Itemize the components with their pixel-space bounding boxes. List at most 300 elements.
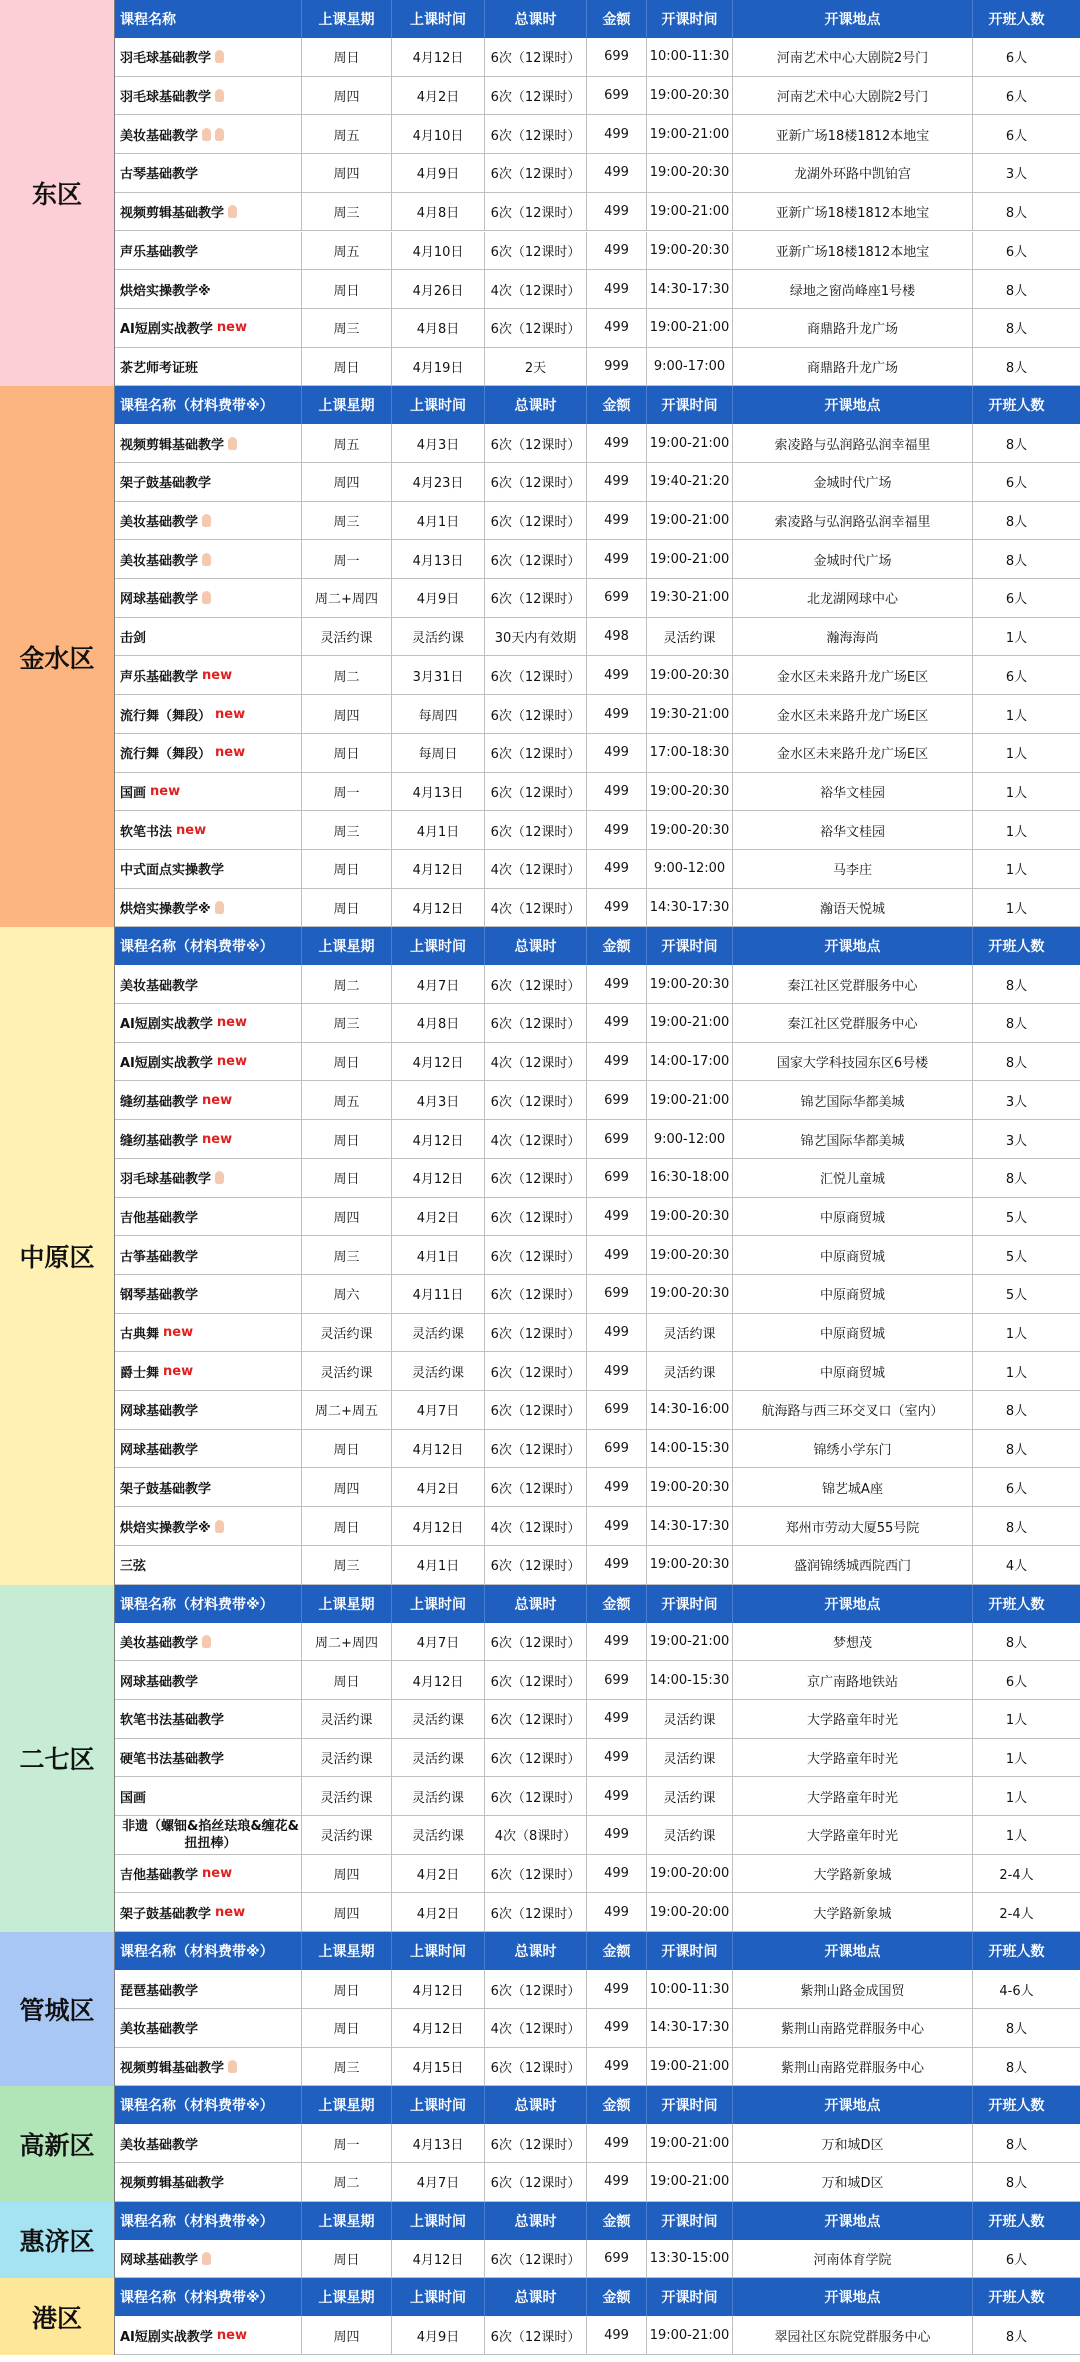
weekday-cell: 周四	[302, 2316, 392, 2354]
table-header-row	[115, 927, 1080, 965]
column-header: 上课星期	[302, 2086, 392, 2124]
course-name-cell	[115, 1816, 302, 1854]
location-cell: 金水区未来路升龙广场E区	[733, 656, 973, 694]
location-cell: 亚新广场18楼1812本地宝	[733, 193, 973, 231]
price-cell: 499	[587, 1970, 647, 2008]
total-hours-cell: 6次（12课时）	[485, 309, 587, 347]
start-date-cell: 4月3日	[392, 424, 485, 462]
table-row[interactable]	[115, 1546, 1080, 1585]
column-header: 开课时间	[647, 2086, 733, 2124]
weekday-cell: 灵活约课	[302, 1314, 392, 1352]
start-date-cell: 4月15日	[392, 2048, 485, 2086]
district-section	[0, 927, 1080, 1584]
class-size-cell: 3人	[1005, 1133, 1028, 1149]
table-row[interactable]	[115, 154, 1080, 193]
price-cell: 499	[587, 424, 647, 462]
column-header: 课程名称（材料费带※）	[115, 1932, 302, 1970]
new-tag: new	[202, 1131, 233, 1147]
class-size-cell: 6人	[1005, 51, 1028, 67]
time-cell: 19:00-20:30	[647, 1198, 733, 1236]
course-name: 软笔书法	[120, 824, 173, 840]
table-row[interactable]	[115, 1623, 1080, 1662]
location-cell: 航海路与西三环交叉口（室内）	[733, 1391, 973, 1429]
column-header: 金额	[587, 1585, 647, 1623]
total-hours-cell: 30天内有效期	[485, 618, 587, 656]
total-hours-cell: 6次（12课时）	[485, 154, 587, 192]
price-cell: 499	[587, 850, 647, 888]
new-tag: new	[216, 1054, 247, 1070]
class-size-cell: 8人	[1005, 2060, 1028, 2076]
course-name-cell	[115, 77, 302, 115]
column-header: 总课时	[485, 927, 587, 965]
table-row[interactable]	[115, 1777, 1080, 1816]
course-name: 声乐基础教学	[120, 244, 199, 260]
start-date-cell: 4月12日	[392, 1120, 485, 1158]
course-name: 吉他基础教学	[120, 1210, 199, 1226]
table-row[interactable]	[115, 2316, 1080, 2355]
column-header: 课程名称（材料费带※）	[115, 927, 302, 965]
total-hours-cell: 6次（12课时）	[485, 232, 587, 270]
course-name-cell	[115, 1893, 302, 1931]
table-row[interactable]	[115, 2124, 1080, 2163]
start-date-cell: 4月2日	[392, 1855, 485, 1893]
time-cell: 19:30-21:00	[647, 579, 733, 617]
total-hours-cell: 6次（12课时）	[485, 38, 587, 76]
column-header: 上课时间	[392, 0, 485, 38]
new-tag: new	[202, 667, 233, 683]
district-label: 高新区	[0, 2086, 115, 2201]
course-name: 缝纫基础教学	[120, 1094, 199, 1110]
course-name: 架子鼓基础教学	[120, 1481, 212, 1497]
class-size-cell: 8人	[1005, 360, 1028, 376]
price-cell: 699	[587, 579, 647, 617]
weekday-cell: 周三	[302, 2048, 392, 2086]
total-hours-cell: 6次（12课时）	[485, 579, 587, 617]
hand-icon	[215, 128, 224, 141]
table-row[interactable]	[115, 1468, 1080, 1507]
class-size-cell: 1人	[1005, 1327, 1028, 1343]
start-date-cell: 4月7日	[392, 1623, 485, 1661]
course-name-cell	[115, 2163, 302, 2201]
table-row[interactable]	[115, 1816, 1080, 1855]
course-name-cell	[115, 424, 302, 462]
table-row[interactable]	[115, 1120, 1080, 1159]
class-size-cell: 1人	[1005, 1790, 1028, 1806]
start-date-cell: 灵活约课	[392, 1816, 485, 1854]
location-cell: 大学路童年时光	[733, 1739, 973, 1777]
weekday-cell: 周日	[302, 1430, 392, 1468]
column-header: 上课星期	[302, 386, 392, 424]
start-date-cell: 4月12日	[392, 1043, 485, 1081]
course-name: 视频剪辑基础教学	[120, 206, 225, 222]
start-date-cell: 4月7日	[392, 1391, 485, 1429]
time-cell: 14:00-15:30	[647, 1430, 733, 1468]
start-date-cell: 4月8日	[392, 1004, 485, 1042]
class-size-cell: 3人	[1005, 1094, 1028, 1110]
start-date-cell: 4月2日	[392, 1893, 485, 1931]
total-hours-cell: 4次（12课时）	[485, 1043, 587, 1081]
table-row[interactable]	[115, 424, 1080, 463]
weekday-cell: 灵活约课	[302, 1352, 392, 1390]
location-cell: 紫荆山路金成国贸	[733, 1970, 973, 2008]
total-hours-cell: 4次（12课时）	[485, 1120, 587, 1158]
hand-icon	[215, 1520, 224, 1533]
start-date-cell: 4月13日	[392, 540, 485, 578]
class-size-cell: 6人	[1005, 244, 1028, 260]
weekday-cell: 周三	[302, 811, 392, 849]
total-hours-cell: 6次（12课时）	[485, 1970, 587, 2008]
price-cell: 499	[587, 1700, 647, 1738]
table-row[interactable]	[115, 77, 1080, 116]
table-row[interactable]	[115, 734, 1080, 773]
course-name: AI短剧实战教学	[120, 322, 213, 338]
location-cell: 锦绣小学东门	[733, 1430, 973, 1468]
column-header: 开班人数	[988, 1596, 1045, 1613]
class-size-cell: 6人	[1005, 476, 1028, 492]
location-cell: 瀚海海尚	[733, 618, 973, 656]
column-header: 课程名称（材料费带※）	[115, 2086, 302, 2124]
course-name-cell	[115, 1236, 302, 1274]
start-date-cell: 4月1日	[392, 811, 485, 849]
course-name: 钢琴基础教学	[120, 1288, 199, 1304]
start-date-cell: 4月12日	[392, 38, 485, 76]
table-row[interactable]	[115, 1855, 1080, 1894]
total-hours-cell: 4次（12课时）	[485, 889, 587, 927]
course-name: 美妆基础教学	[120, 1635, 199, 1651]
total-hours-cell: 6次（12课时）	[485, 734, 587, 772]
table-row[interactable]	[115, 270, 1080, 309]
hand-icon	[202, 591, 211, 604]
table-row[interactable]	[115, 463, 1080, 502]
table-row[interactable]	[115, 811, 1080, 850]
column-header: 开课地点	[733, 2278, 973, 2316]
location-cell: 大学路童年时光	[733, 1700, 973, 1738]
time-cell: 灵活约课	[647, 618, 733, 656]
total-hours-cell: 6次（12课时）	[485, 1275, 587, 1313]
location-cell: 金城时代广场	[733, 540, 973, 578]
class-size-cell: 1人	[1005, 747, 1028, 763]
class-size-cell: 8人	[1005, 1017, 1028, 1033]
time-cell: 19:30-21:00	[647, 695, 733, 733]
column-header: 开课时间	[647, 0, 733, 38]
total-hours-cell: 6次（12课时）	[485, 773, 587, 811]
start-date-cell: 4月9日	[392, 2316, 485, 2354]
price-cell: 699	[587, 38, 647, 76]
table-row[interactable]	[115, 2163, 1080, 2202]
course-name: 架子鼓基础教学	[120, 1906, 212, 1922]
course-name: 美妆基础教学	[120, 515, 199, 531]
location-cell: 锦艺国际华都美城	[733, 1120, 973, 1158]
table-row[interactable]	[115, 695, 1080, 734]
location-cell: 瀚语天悦城	[733, 889, 973, 927]
course-name-cell	[115, 1777, 302, 1815]
table-row[interactable]	[115, 1430, 1080, 1469]
location-cell: 汇悦儿童城	[733, 1159, 973, 1197]
weekday-cell: 周日	[302, 270, 392, 308]
location-cell: 金城时代广场	[733, 463, 973, 501]
district-section	[0, 2202, 1080, 2279]
course-name-cell	[115, 773, 302, 811]
new-tag: new	[176, 822, 207, 838]
time-cell: 19:00-21:00	[647, 502, 733, 540]
time-cell: 9:00-12:00	[647, 850, 733, 888]
time-cell: 19:00-21:00	[647, 1623, 733, 1661]
course-name-cell	[115, 734, 302, 772]
course-name: 国画	[120, 1790, 147, 1806]
total-hours-cell: 6次（12课时）	[485, 463, 587, 501]
time-cell: 19:40-21:20	[647, 463, 733, 501]
column-header: 上课星期	[302, 2202, 392, 2240]
time-cell: 14:30-17:30	[647, 270, 733, 308]
column-header: 金额	[587, 386, 647, 424]
table-row[interactable]	[115, 193, 1080, 232]
class-size-cell: 1人	[1005, 902, 1028, 918]
table-row[interactable]	[115, 348, 1080, 387]
course-name-cell	[115, 463, 302, 501]
table-row[interactable]	[115, 656, 1080, 695]
table-row[interactable]	[115, 1081, 1080, 1120]
location-cell: 裕华文桂园	[733, 811, 973, 849]
time-cell: 14:00-15:30	[647, 1661, 733, 1699]
location-cell: 绿地之窗尚峰座1号楼	[733, 270, 973, 308]
price-cell: 699	[587, 2240, 647, 2278]
location-cell: 龙湖外环路中凯铂宫	[733, 154, 973, 192]
price-cell: 699	[587, 1430, 647, 1468]
location-cell: 索凌路与弘润路弘润幸福里	[733, 424, 973, 462]
column-header: 开课地点	[733, 1932, 973, 1970]
table-row[interactable]	[115, 1004, 1080, 1043]
table-row[interactable]	[115, 1700, 1080, 1739]
table-row[interactable]	[115, 1275, 1080, 1314]
hand-icon	[202, 1635, 211, 1648]
location-cell: 马李庄	[733, 850, 973, 888]
course-name-cell	[115, 1004, 302, 1042]
column-header: 开班人数	[988, 1944, 1045, 1961]
table-row[interactable]	[115, 773, 1080, 812]
course-name-cell	[115, 1314, 302, 1352]
time-cell: 19:00-20:30	[647, 1546, 733, 1584]
course-name: 美妆基础教学	[120, 553, 199, 569]
class-size-cell: 8人	[1005, 2137, 1028, 2153]
weekday-cell: 周四	[302, 77, 392, 115]
weekday-cell: 周二	[302, 965, 392, 1003]
table-row[interactable]	[115, 2009, 1080, 2048]
time-cell: 19:00-20:30	[647, 965, 733, 1003]
hand-icon	[215, 1171, 224, 1184]
column-header: 开课地点	[733, 2202, 973, 2240]
location-cell: 商鼎路升龙广场	[733, 309, 973, 347]
class-size-cell: 8人	[1005, 515, 1028, 531]
time-cell: 19:00-21:00	[647, 2316, 733, 2354]
total-hours-cell: 6次（12课时）	[485, 2163, 587, 2201]
table-row[interactable]	[115, 1043, 1080, 1082]
table-row[interactable]	[115, 1314, 1080, 1353]
table-row[interactable]	[115, 1893, 1080, 1932]
price-cell: 699	[587, 1275, 647, 1313]
weekday-cell: 周日	[302, 2009, 392, 2047]
table-row[interactable]	[115, 579, 1080, 618]
total-hours-cell: 6次（12课时）	[485, 115, 587, 153]
district-section	[0, 1932, 1080, 2086]
table-row[interactable]	[115, 309, 1080, 348]
start-date-cell: 4月12日	[392, 1430, 485, 1468]
location-cell: 梦想茂	[733, 1623, 973, 1661]
hand-icon	[202, 128, 211, 141]
table-row[interactable]	[115, 889, 1080, 928]
table-header-row	[115, 2278, 1080, 2316]
weekday-cell: 周日	[302, 1159, 392, 1197]
course-name-cell	[115, 1739, 302, 1777]
table-row[interactable]	[115, 2048, 1080, 2087]
table-row[interactable]	[115, 502, 1080, 541]
district-section	[0, 1585, 1080, 1933]
total-hours-cell: 6次（12课时）	[485, 656, 587, 694]
location-cell: 秦江社区党群服务中心	[733, 1004, 973, 1042]
table-row[interactable]	[115, 1198, 1080, 1237]
location-cell: 大学路新象城	[733, 1893, 973, 1931]
table-row[interactable]	[115, 232, 1080, 271]
total-hours-cell: 6次（12课时）	[485, 424, 587, 462]
total-hours-cell: 6次（12课时）	[485, 2316, 587, 2354]
course-name-cell	[115, 1507, 302, 1545]
total-hours-cell: 6次（12课时）	[485, 502, 587, 540]
start-date-cell: 4月7日	[392, 2163, 485, 2201]
location-cell: 亚新广场18楼1812本地宝	[733, 232, 973, 270]
weekday-cell: 周日	[302, 348, 392, 386]
price-cell: 499	[587, 502, 647, 540]
course-name-cell	[115, 1661, 302, 1699]
start-date-cell: 4月1日	[392, 502, 485, 540]
class-size-cell: 1人	[1005, 863, 1028, 879]
course-name: 吉他基础教学	[120, 1868, 199, 1884]
time-cell: 灵活约课	[647, 1777, 733, 1815]
weekday-cell: 周四	[302, 1893, 392, 1931]
table-row[interactable]	[115, 1391, 1080, 1430]
weekday-cell: 周三	[302, 502, 392, 540]
location-cell: 郑州市劳动大厦55号院	[733, 1507, 973, 1545]
total-hours-cell: 6次（12课时）	[485, 1661, 587, 1699]
course-name-cell	[115, 309, 302, 347]
table-row[interactable]	[115, 965, 1080, 1004]
class-size-cell: 8人	[1005, 1172, 1028, 1188]
total-hours-cell: 6次（12课时）	[485, 1623, 587, 1661]
total-hours-cell: 6次（12课时）	[485, 811, 587, 849]
weekday-cell: 周日	[302, 1043, 392, 1081]
column-header: 金额	[587, 927, 647, 965]
weekday-cell: 周五	[302, 115, 392, 153]
location-cell: 紫荆山南路党群服务中心	[733, 2048, 973, 2086]
column-header: 开课时间	[647, 2202, 733, 2240]
weekday-cell: 周四	[302, 1198, 392, 1236]
time-cell: 灵活约课	[647, 1739, 733, 1777]
table-row[interactable]	[115, 1507, 1080, 1546]
time-cell: 19:00-21:00	[647, 540, 733, 578]
district-label: 港区	[0, 2278, 115, 2355]
column-header: 开班人数	[988, 939, 1045, 956]
start-date-cell: 4月12日	[392, 1507, 485, 1545]
start-date-cell: 4月12日	[392, 1159, 485, 1197]
district-label: 二七区	[0, 1585, 115, 1933]
price-cell: 999	[587, 348, 647, 386]
total-hours-cell: 6次（12课时）	[485, 2240, 587, 2278]
total-hours-cell: 4次（12课时）	[485, 1507, 587, 1545]
price-cell: 498	[587, 618, 647, 656]
column-header: 开课地点	[733, 386, 973, 424]
column-header: 课程名称（材料费带※）	[115, 2202, 302, 2240]
price-cell: 499	[587, 1352, 647, 1390]
total-hours-cell: 6次（12课时）	[485, 1700, 587, 1738]
class-size-cell: 8人	[1005, 553, 1028, 569]
column-header: 开班人数	[988, 2098, 1045, 2115]
time-cell: 19:00-21:00	[647, 1004, 733, 1042]
column-header: 总课时	[485, 386, 587, 424]
course-name-cell	[115, 348, 302, 386]
class-size-cell: 5人	[1005, 1288, 1028, 1304]
location-cell: 秦江社区党群服务中心	[733, 965, 973, 1003]
class-size-cell: 5人	[1005, 1249, 1028, 1265]
table-row[interactable]	[115, 618, 1080, 657]
start-date-cell: 4月2日	[392, 1468, 485, 1506]
course-name-cell	[115, 618, 302, 656]
course-name-cell	[115, 1391, 302, 1429]
price-cell: 699	[587, 1120, 647, 1158]
start-date-cell: 4月11日	[392, 1275, 485, 1313]
hand-icon	[228, 437, 237, 450]
table-row[interactable]	[115, 850, 1080, 889]
weekday-cell: 周四	[302, 695, 392, 733]
table-row[interactable]	[115, 2240, 1080, 2279]
district-label: 东区	[0, 0, 115, 386]
table-row[interactable]	[115, 38, 1080, 77]
new-tag: new	[216, 320, 247, 336]
price-cell: 499	[587, 2316, 647, 2354]
time-cell: 灵活约课	[647, 1700, 733, 1738]
price-cell: 499	[587, 1739, 647, 1777]
price-cell: 499	[587, 1855, 647, 1893]
location-cell: 索凌路与弘润路弘润幸福里	[733, 502, 973, 540]
table-row[interactable]	[115, 1661, 1080, 1700]
location-cell: 河南艺术中心大剧院2号门	[733, 38, 973, 76]
weekday-cell: 周日	[302, 889, 392, 927]
table-header-row	[115, 1932, 1080, 1970]
table-row[interactable]	[115, 1352, 1080, 1391]
table-header-row	[115, 0, 1080, 38]
weekday-cell: 周四	[302, 1855, 392, 1893]
class-size-cell: 5人	[1005, 1210, 1028, 1226]
table-row[interactable]	[115, 1970, 1080, 2009]
start-date-cell: 4月1日	[392, 1236, 485, 1274]
class-size-cell: 6人	[1005, 90, 1028, 106]
table-row[interactable]	[115, 540, 1080, 579]
table-row[interactable]	[115, 115, 1080, 154]
location-cell: 河南体育学院	[733, 2240, 973, 2278]
total-hours-cell: 6次（12课时）	[485, 1855, 587, 1893]
start-date-cell: 4月26日	[392, 270, 485, 308]
class-size-cell: 8人	[1005, 1635, 1028, 1651]
class-size-cell: 1人	[1005, 1752, 1028, 1768]
time-cell: 19:00-20:00	[647, 1855, 733, 1893]
table-row[interactable]	[115, 1236, 1080, 1275]
weekday-cell: 灵活约课	[302, 1816, 392, 1854]
time-cell: 灵活约课	[647, 1352, 733, 1390]
weekday-cell: 周五	[302, 232, 392, 270]
table-row[interactable]	[115, 1739, 1080, 1778]
class-size-cell: 6人	[1005, 128, 1028, 144]
price-cell: 499	[587, 695, 647, 733]
course-name: 古琴基础教学	[120, 167, 199, 183]
price-cell: 499	[587, 1236, 647, 1274]
table-row[interactable]	[115, 1159, 1080, 1198]
